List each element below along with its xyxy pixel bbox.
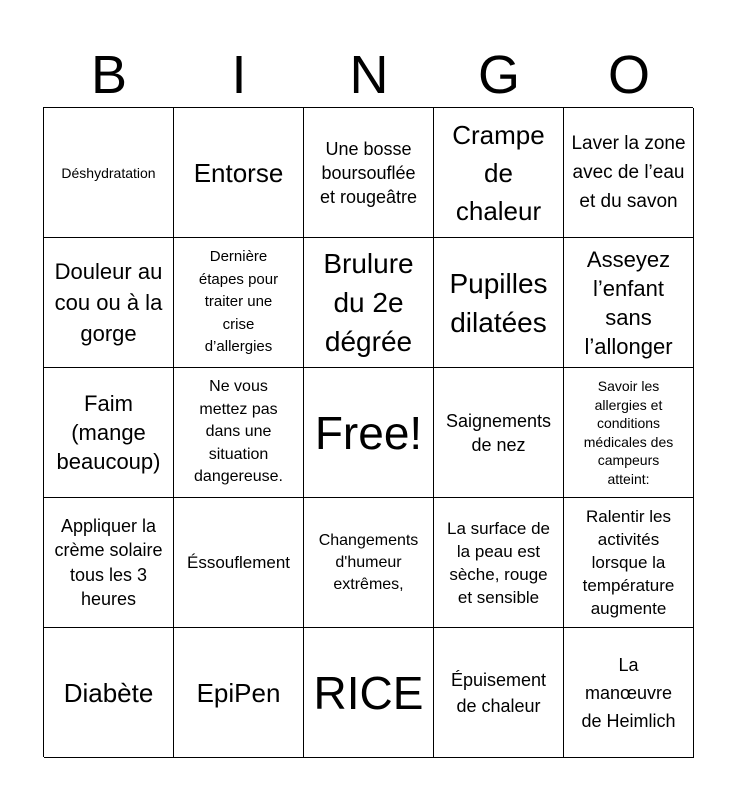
bingo-cell[interactable] xyxy=(44,628,174,758)
cell-text: Savoir les allergies et conditions médicales des campeurs atteint: xyxy=(583,378,674,487)
cell-text: Douleur au cou ou à la gorge xyxy=(54,259,163,346)
bingo-cell[interactable] xyxy=(304,498,434,628)
cell-text: Brulure du 2e dégrée xyxy=(323,248,414,357)
header-letter-n: N xyxy=(349,45,389,105)
bingo-cell[interactable] xyxy=(434,368,564,498)
bingo-cell[interactable] xyxy=(174,498,304,628)
bingo-cell[interactable] xyxy=(564,108,694,238)
bingo-cell[interactable] xyxy=(304,238,434,368)
bingo-cell[interactable] xyxy=(44,238,174,368)
cell-text: Faim (mange beaucoup) xyxy=(56,391,161,474)
bingo-cell[interactable] xyxy=(44,108,174,238)
cell-text: Dernière étapes pour traiter une crise d’allergies xyxy=(198,248,279,356)
cell-text: Ne vous mettez pas dans une situation dangereuse. xyxy=(194,378,283,486)
cell-text: Une bosse boursouflée et rougeâtre xyxy=(319,138,418,207)
bingo-cell[interactable] xyxy=(44,368,174,498)
cell-text: Entorse xyxy=(193,157,284,188)
bingo-cell[interactable] xyxy=(434,238,564,368)
cell-text: Épuisement de chaleur xyxy=(450,669,547,716)
bingo-cell[interactable] xyxy=(174,628,304,758)
cell-text: Saignements de nez xyxy=(445,410,552,455)
cell-text: Diabète xyxy=(63,677,154,708)
bingo-cell[interactable] xyxy=(44,498,174,628)
bingo-cell[interactable] xyxy=(434,628,564,758)
bingo-cell[interactable] xyxy=(304,628,434,758)
cell-text: Appliquer la crème solaire tous les 3 heures xyxy=(54,515,163,609)
bingo-cell[interactable] xyxy=(304,108,434,238)
bingo-cell[interactable] xyxy=(564,368,694,498)
cell-text: RICE xyxy=(313,666,424,719)
bingo-cell[interactable] xyxy=(434,108,564,238)
cell-text: La surface de la peau est sèche, rouge et sensible xyxy=(446,518,550,607)
cell-text: Éssouflement xyxy=(187,552,290,572)
bingo-cell[interactable] xyxy=(174,108,304,238)
cell-text: EpiPen xyxy=(196,677,281,708)
bingo-cell[interactable] xyxy=(434,498,564,628)
header-letter-i: I xyxy=(231,45,247,105)
cell-text: Asseyez l’enfant sans l’allonger xyxy=(584,246,673,359)
cell-text: Crampe de chaleur xyxy=(452,119,545,226)
bingo-cell[interactable] xyxy=(564,498,694,628)
free-space-label: Free! xyxy=(314,406,423,459)
bingo-cell[interactable] xyxy=(174,368,304,498)
bingo-cell-free[interactable] xyxy=(304,368,434,498)
header-letter-b: B xyxy=(90,45,128,105)
cell-text: Laver la zone avec de l’eau et du savon xyxy=(571,133,686,212)
bingo-cell[interactable] xyxy=(564,238,694,368)
bingo-grid xyxy=(43,107,693,757)
cell-text: La manœuvre de Heimlich xyxy=(581,654,676,731)
header-letter-o: O xyxy=(607,45,650,105)
bingo-header xyxy=(44,42,694,108)
cell-text: Pupilles dilatées xyxy=(449,267,548,338)
cell-text: Changements d'humeur extrêmes, xyxy=(318,531,419,593)
bingo-cell[interactable] xyxy=(174,238,304,368)
cell-text: Ralentir les activités lorsque la température augmente xyxy=(582,507,675,618)
bingo-cell[interactable] xyxy=(564,628,694,758)
cell-text: Déshydratation xyxy=(61,164,156,181)
header-letter-g: G xyxy=(477,45,520,105)
